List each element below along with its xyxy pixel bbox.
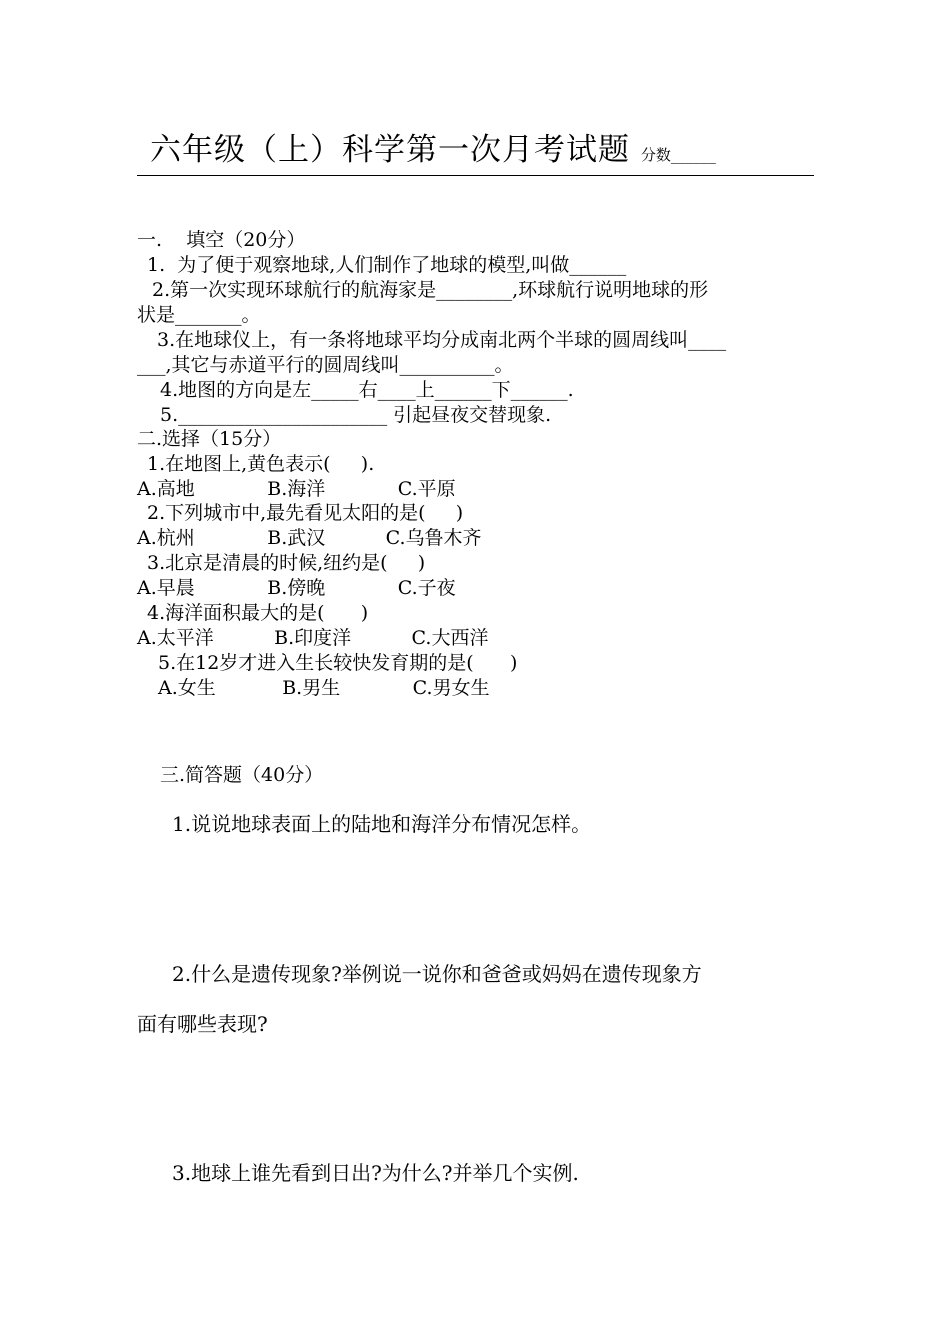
essay-q3: 3.地球上谁先看到日出?为什么?并举几个实例. xyxy=(172,1161,579,1185)
choice-q4-options: A.太平洋 B.印度洋 C.大西洋 xyxy=(137,627,489,649)
choice-q5: 5.在12岁才进入生长较快发育期的是( ) xyxy=(158,652,518,674)
choice-q1: 1.在地图上,黄色表示( ). xyxy=(147,453,375,475)
fill-q3-line2: ___,其它与赤道平行的圆周线叫__________。 xyxy=(137,354,514,376)
fill-q3-line1: 3.在地球仪上，有一条将地球平均分成南北两个半球的圆周线叫____ xyxy=(157,329,727,351)
choice-q3-options: A.早晨 B.傍晚 C.子夜 xyxy=(137,577,456,599)
fill-q1: 1. 为了便于观察地球,人们制作了地球的模型,叫做______ xyxy=(147,254,627,276)
choice-q1-options: A.高地 B.海洋 C.平原 xyxy=(137,478,456,500)
title-underline xyxy=(137,175,814,176)
essay-q1: 1.说说地球表面上的陆地和海洋分布情况怎样。 xyxy=(172,812,592,836)
essay-q2-line1: 2.什么是遗传现象?举例说一说你和爸爸或妈妈在遗传现象方 xyxy=(172,962,702,986)
page-title xyxy=(150,130,716,175)
section2-heading: 二.选择（15分） xyxy=(137,428,282,450)
section3-heading: 三.简答题（40分） xyxy=(160,764,324,786)
choice-q5-options: A.女生 B.男生 C.男女生 xyxy=(158,677,490,699)
choice-q4: 4.海洋面积最大的是( ) xyxy=(147,602,369,624)
title-text: 六年级（上）科学第一次月考试题 xyxy=(150,132,630,168)
choice-q2: 2.下列城市中,最先看见太阳的是( ) xyxy=(147,502,464,524)
fill-q2-line2: 状是_______。 xyxy=(137,304,261,326)
choice-q2-options: A.杭州 B.武汉 C.乌鲁木齐 xyxy=(137,527,482,549)
essay-q2-line2: 面有哪些表现? xyxy=(137,1012,268,1036)
choice-q3: 3.北京是清晨的时候,纽约是( ) xyxy=(147,552,426,574)
fill-q5: 5.______________________ 引起昼夜交替现象. xyxy=(160,404,552,426)
score-field: 分数______ xyxy=(640,146,716,164)
fill-q4: 4.地图的方向是左_____右____上______下______. xyxy=(160,379,574,401)
fill-q2-line1: 2.第一次实现环球航行的航海家是________,环球航行说明地球的形 xyxy=(152,279,709,301)
section1-heading: 一. 填空（20分） xyxy=(137,229,306,251)
